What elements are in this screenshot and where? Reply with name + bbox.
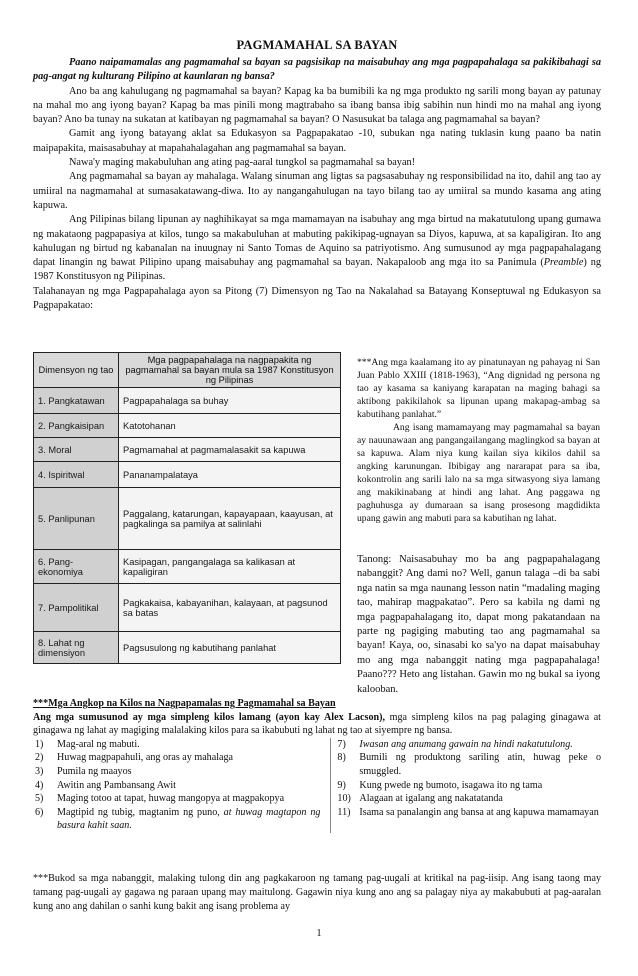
item-text: Bumili ng produktong sariling atin, huwag peke o smuggled. xyxy=(359,752,601,777)
table-row xyxy=(34,550,341,584)
item-text: Kung pwede ng bumoto, isagawa ito ng tama xyxy=(359,779,543,791)
value-cell: Pagmamahal at pagmamalasakit sa kapuwa xyxy=(119,438,341,462)
header-dimension: Dimensyon ng tao xyxy=(34,353,119,388)
value-cell: Pagkakaisa, kabayanihan, kalayaan, at pagsunod sa batas xyxy=(119,584,341,632)
page-number: 1 xyxy=(316,928,322,939)
closing-note xyxy=(33,872,601,914)
actions-lead xyxy=(33,711,601,738)
table-row xyxy=(34,488,341,550)
intro-paragraph-3: Nawa'y maging makabuluhan ang ating pag-aaral tungkol sa pagmamahal sa bayan! xyxy=(69,157,416,169)
table-row xyxy=(34,388,341,414)
item-text-plain: Magtipid ng tubig, magtanim ng puno, xyxy=(57,806,220,818)
item-number: 9) xyxy=(337,779,346,791)
table-row xyxy=(34,462,341,488)
item-text: Iwasan ang anumang gawain na hindi nakatutulong. xyxy=(359,738,573,750)
actions-heading: ***Mga Angkop na Kilos na Nagpapamalas ng Pagmamahal sa Bayan xyxy=(33,698,336,709)
list-item xyxy=(335,779,601,793)
value-cell: Pananampalataya xyxy=(119,462,341,488)
table-row xyxy=(34,584,341,632)
actions-lead-rest: mga simpleng kilos na pag palaging ginagawa at ginagawa ng lahat ay magiging malalaking kilos para sa ikabubuti ng lahat ng tao at siyempre ng bansa. xyxy=(33,711,601,737)
closing-paragraph: ***Bukod sa mga nabanggit, malaking tulong din ang pagkakaroon ng tamang pag-uugali at kritikal na pag-iisip. Ang isang taong may tamang pag-uugali ay gagawa ng paraan upang may maitulong. Gagawin niya kung ano ang sa palagay niya ay makabubuti at pag-aaralan kung ano ang dahilan o sanhi kung bakit ang isang problema ay xyxy=(33,873,601,912)
item-text: Pumila ng maayos xyxy=(57,765,132,777)
item-text: Awitin ang Pambansang Awit xyxy=(57,779,176,791)
value-cell: Paggalang, katarungan, kapayapaan, kaayusan, at pagkalinga sa pamilya at salinlahi xyxy=(119,488,341,550)
list-item xyxy=(335,806,601,820)
header-values: Mga pagpapahalaga na nagpapakita ng pagmamahal sa bayan mula sa 1987 Konstitusyon ng Pilipinas xyxy=(119,353,341,388)
list-item xyxy=(33,738,320,752)
paragraph-5-text: Ang Pilipinas bilang lipunan ay naghihikayat sa mga mamamayan na isabuhay ang mga birtud na makatutulong upang gumawa ng makataong pagpapasiya at kilos, tungo sa makabuluhan at mabuting pakikipag-ugnayan sa Diyos, kapuwa, at sa kapaligiran. Ito ang kahulugan ng birtud ng kabanalan na inuugnay ni Santo Tomas de Aquino sa patriyotismo. Ang sumusunod ay mga pagpapahalagang dapat linangin ng bawat Pilipino upang maisabuhay ang pagmamahal sa bayan. Nakapaloob ang mga ito sa Panimula ( xyxy=(33,214,601,269)
side-commentary xyxy=(357,356,600,525)
page-title: PAGMAMAHAL SA BAYAN xyxy=(236,38,398,52)
list-item xyxy=(33,779,320,793)
item-number: 6) xyxy=(35,806,44,818)
item-number: 5) xyxy=(35,793,44,805)
item-number: 2) xyxy=(35,752,44,764)
actions-section xyxy=(33,697,601,833)
item-number: 7) xyxy=(337,738,346,750)
actions-columns xyxy=(33,738,601,833)
value-cell: Katotohanan xyxy=(119,414,341,438)
list-item xyxy=(33,806,320,833)
value-cell: Kasipagan, pangangalaga sa kalikasan at kapaligiran xyxy=(119,550,341,584)
dimension-cell: 3. Moral xyxy=(34,438,119,462)
intro-paragraph-2: Gamit ang iyong batayang aklat sa Edukasyon sa Pagpapakatao -10, subukan nga nating tuklasin kung paano ba natin maipapakita, maisasabuhay at mapahahalagahan ang pagmamahal sa bayan. xyxy=(33,128,601,154)
item-text: Huwag magpapahuli, ang oras ay mahalaga xyxy=(57,752,234,764)
side-paragraph: Ang isang mamamayang may pagmamahal sa bayan ay nauunawaan ang pangangailangang maglingkod sa bayan at sa kapuwa. Alam niya kung kailan siya kikilos dahil sa angking karunungan. Ibibigay ang nararapat para sa iba, kokontrolin ang sarili lalo na sa mga sitwasyong siya lamang ang makikinabang at hindi ang lahat. Ang paggawa ng paghuhusga ay dumaraan sa isang prosesong magdidikta upang gawin ang mabuti para sa kabutihan ng lahat. xyxy=(357,422,600,524)
list-item xyxy=(33,765,320,779)
side-quote: ***Ang mga kaalamang ito ay pinatunayan ng pahayag ni San Juan Pablo XXIII (1818-1963), “Ang dignidad ng persona ng tao ay kasama sa kaniyang karapatan na maging bahagi sa aktibong pakikilahok sa lipunan upang makapag-ambag sa kabutihang panlahat.” xyxy=(357,357,600,420)
intro-paragraph-1: Ano ba ang kahulugang ng pagmamahal sa bayan? Kapag ka ba bumibili ka ng mga produkto ng sarili mong bayan ay patunay na mahal mo ang iyong bayan? Kapag ba mas pinili mong magtrabaho sa ibang bansa ibig sabihin nun hindi mo na mahal ang iyong bayan? Ano ba tunay na sukatan at katibayan ng pagmamahal sa bayan? O Nasusukat ba talaga ang pagmamahal sa bayan? xyxy=(33,85,601,126)
item-text: Mag-aral ng mabuti. xyxy=(57,738,140,750)
table-caption: Talahanayan ng mga Pagpapahalaga ayon sa Pitong (7) Dimensyon ng Tao na Nakalahad sa Batayang Konseptuwal ng Edukasyon sa Pagpapakatao: xyxy=(33,285,601,312)
dimension-cell: 7. Pampolitikal xyxy=(34,584,119,632)
item-number: 10) xyxy=(337,793,351,805)
dimension-cell: 6. Pang-ekonomiya xyxy=(34,550,119,584)
dimension-cell: 4. Ispiritwal xyxy=(34,462,119,488)
table-row xyxy=(34,438,341,462)
item-number: 1) xyxy=(35,738,44,750)
preamble-term: Preamble xyxy=(543,257,584,269)
list-item xyxy=(335,738,601,752)
actions-right-list xyxy=(330,738,601,833)
item-number: 11) xyxy=(337,806,351,818)
list-item xyxy=(33,751,320,765)
intro-paragraph-5 xyxy=(33,213,601,284)
item-number: 4) xyxy=(35,779,44,791)
question-text: Tanong: Naisasabuhay mo ba ang pagpapahalagang nabanggit? Ang dami no? Well, ganun talaga –di ba sabi nga natin sa mga naunang lesson natin “madaling maging tao, mahirap magpakatao”. Pero sa kabila ng dami ng mga pagpapahalagang ito, dapat mong pakatandaan na parte ng pagiging mabuting tao ang pagmamahal sa bayan! Kaya, oo, sinasabi ko sa'yo na dapat maisabuhay mo ang mga nabanggit nating mga pagpapahalaga! Paano??? Heto ang listahan. Gawin mo ng bukal sa iyong kalooban. xyxy=(357,554,600,695)
item-text xyxy=(57,806,320,833)
item-text-italic: at huwag magtapon ng basura kahit saan. xyxy=(57,806,321,832)
table-row xyxy=(34,632,341,664)
item-number: 3) xyxy=(35,765,44,777)
item-text: Alagaan at igalang ang nakatatanda xyxy=(359,793,503,805)
dimension-cell: 8. Lahat ng dimensiyon xyxy=(34,632,119,664)
intro-paragraph-4: Ang pagmamahal sa bayan ay mahalaga. Walang sinuman ang ligtas sa pagsasabuhay ng responsibilidad na ito, dahil ang tao ay umiiral na nagmamahal at sumasakatawang-diwa. Ito ay nangangahulugan na tayo bilang tao ay umiiral sa mundo kasama ang ating kapuwa. xyxy=(33,171,601,211)
list-item xyxy=(33,792,320,806)
question-box xyxy=(357,553,600,697)
values-table xyxy=(33,352,341,664)
list-item xyxy=(335,792,601,806)
guide-question: Paano naipamamalas ang pagmamahal sa bayan sa pagsisikap na maisabuhay ang mga pagpapahalaga sa pakikibahagi sa pag-angat ng kulturang Pilipino at kaunlaran ng bansa? xyxy=(33,57,601,83)
actions-lead-bold: Ang mga sumusunod ay mga simpleng kilos lamang (ayon kay Alex Lacson), xyxy=(33,711,385,723)
list-item xyxy=(335,751,601,778)
paragraph-5-end: ) ng 1987 Konstitusyon ng Pilipinas. xyxy=(33,257,601,283)
dimension-cell: 1. Pangkatawan xyxy=(34,388,119,414)
page-body xyxy=(33,38,601,313)
value-cell: Pagsusulong ng kabutihang panlahat xyxy=(119,632,341,664)
table-row xyxy=(34,414,341,438)
value-cell: Pagpapahalaga sa buhay xyxy=(119,388,341,414)
table-header-row xyxy=(34,353,341,388)
item-number: 8) xyxy=(337,752,346,764)
actions-left-list xyxy=(33,738,330,833)
dimension-cell: 5. Panlipunan xyxy=(34,488,119,550)
item-text: Isama sa panalangin ang bansa at ang kapuwa mamamayan xyxy=(359,806,599,818)
item-text: Maging totoo at tapat, huwag mangopya at magpakopya xyxy=(57,793,285,805)
dimension-cell: 2. Pangkaisipan xyxy=(34,414,119,438)
